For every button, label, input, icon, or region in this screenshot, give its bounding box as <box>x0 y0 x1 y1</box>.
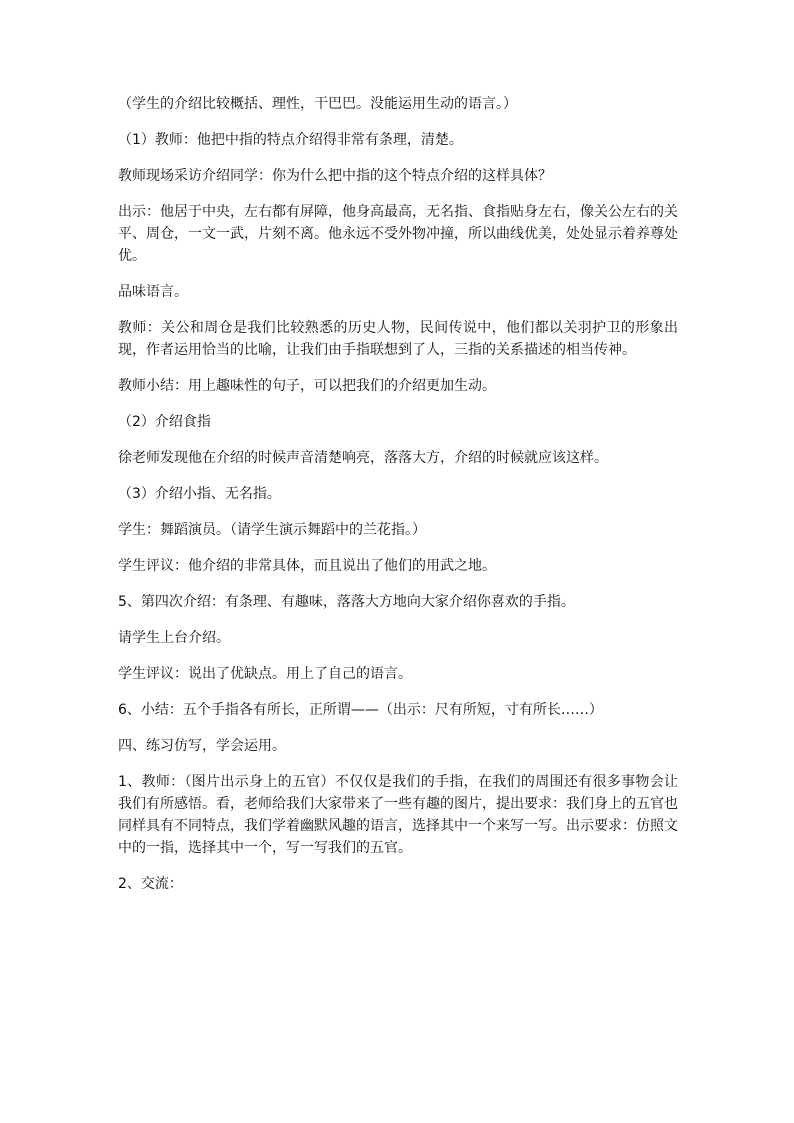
paragraph-2: （1）教师：他把中指的特点介绍得非常有条理，清楚。 <box>118 132 463 148</box>
paragraph-18: 1、教师：（图片出示身上的五官）不仅仅是我们的手指，在我们的周围还有很多事物会让我们有所感悟。看，老师给我们大家带来了一些有趣的图片，提出要求：我们身上的五官也同样具有不同特点，我们学着幽默风趣的语言，选择其中一个来写一写。出示要求：仿照文中的一指，选择其中一个，写一写我们的五官。 <box>118 774 678 856</box>
paragraph-12: 学生评议：他介绍的非常具体，而且说出了他们的用武之地。 <box>118 558 496 574</box>
document-page <box>118 93 678 909</box>
paragraph-14: 请学生上台介绍。 <box>118 630 230 646</box>
paragraph-5: 品味语言。 <box>118 284 188 300</box>
paragraph-1: （学生的介绍比较概括、理性，干巴巴。没能运用生动的语言。） <box>118 96 517 112</box>
paragraph-9: 徐老师发现他在介绍的时候声音清楚响亮，落落大方，介绍的时候就应该这样。 <box>118 450 608 466</box>
paragraph-13: 5、第四次介绍：有条理、有趣味，落落大方地向大家介绍你喜欢的手指。 <box>118 594 575 610</box>
paragraph-4: 出示：他居于中央，左右都有屏障，他身高最高，无名指、食指贴身左右，像关公左右的关平、周仓，一文一武，片刻不离。他永远不受外物冲撞，所以曲线优美，处处显示着养尊处优。 <box>118 204 678 264</box>
paragraph-19: 2、交流： <box>118 876 183 892</box>
paragraph-6: 教师：关公和周仓是我们比较熟悉的历史人物，民间传说中，他们都以关羽护卫的形象出现，作者运用恰当的比喻，让我们由手指联想到了人，三指的关系描述的相当传神。 <box>118 320 678 358</box>
paragraph-7: 教师小结：用上趣味性的句子，可以把我们的介绍更加生动。 <box>118 378 496 394</box>
paragraph-10: （3）介绍小指、无名指。 <box>118 486 281 502</box>
paragraph-8: （2）介绍食指 <box>118 414 211 430</box>
paragraph-15: 学生评议：说出了优缺点。用上了自己的语言。 <box>118 666 412 682</box>
paragraph-17: 四、练习仿写，学会运用。 <box>118 738 286 754</box>
paragraph-16: 6、小结：五个手指各有所长，正所谓——（出示：尺有所短，寸有所长……） <box>118 702 603 718</box>
paragraph-11: 学生：舞蹈演员。（请学生演示舞蹈中的兰花指。） <box>118 522 426 538</box>
paragraph-3: 教师现场采访介绍同学：你为什么把中指的这个特点介绍的这样具体？ <box>118 168 552 184</box>
